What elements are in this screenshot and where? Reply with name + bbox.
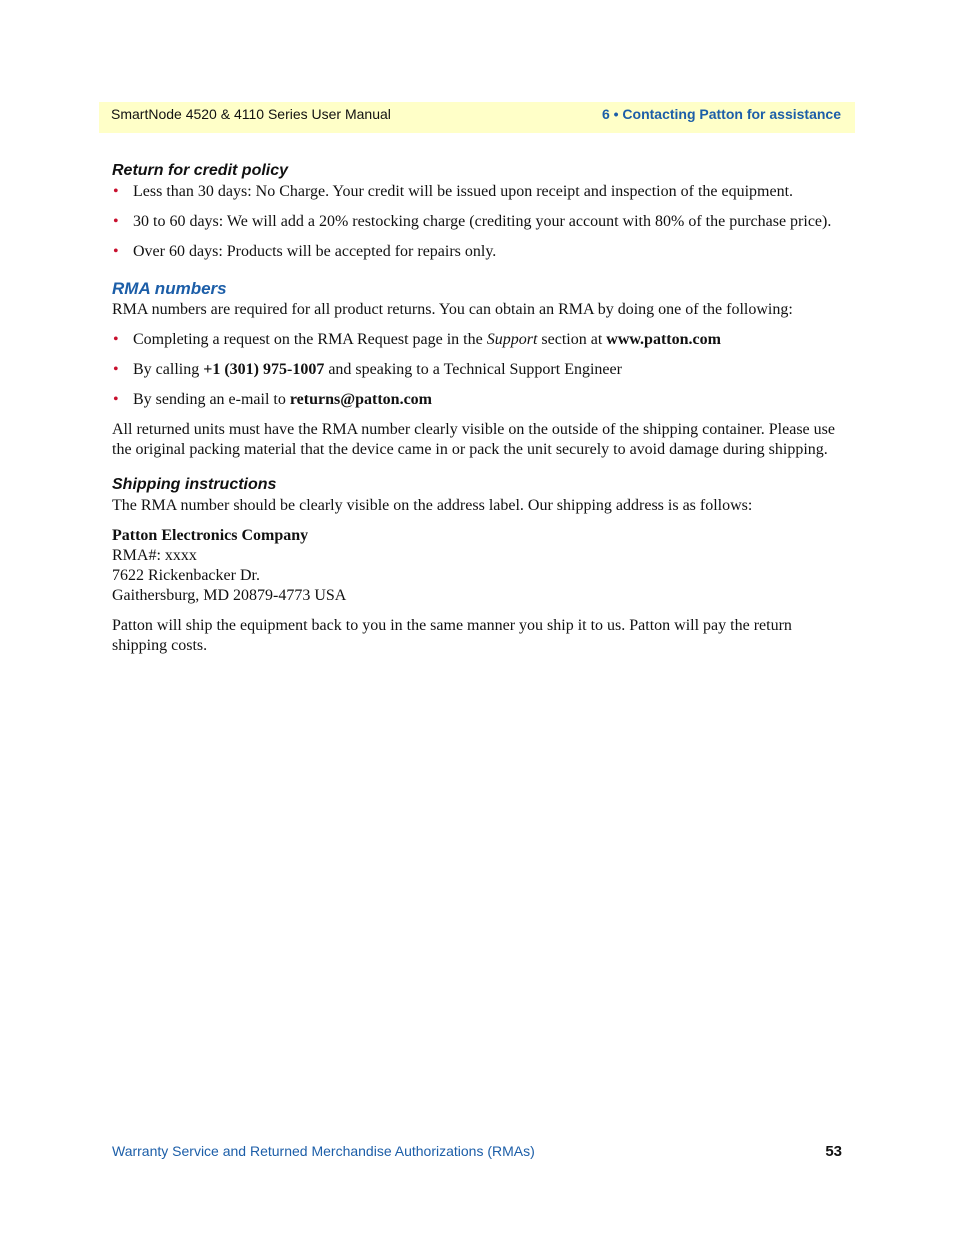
rma-numbers-heading: RMA numbers <box>112 279 227 298</box>
city-line: Gaithersburg, MD 20879-4773 USA <box>112 587 347 604</box>
shipping-address <box>112 526 844 606</box>
email-link[interactable]: returns@patton.com <box>289 391 432 408</box>
shipping-intro: The RMA number should be clearly visible on the address label. Our shipping address is as follows: <box>112 497 753 514</box>
list-item: • Less than 30 days: No Charge. Your credit will be issued upon receipt and inspection of the equipment. <box>112 182 844 202</box>
support-section-name: Support <box>486 331 538 348</box>
page-number: 53 <box>825 1143 842 1160</box>
return-policy-heading: Return for credit policy <box>112 162 289 179</box>
company-name: Patton Electronics Company <box>112 527 309 544</box>
shipping-heading: Shipping instructions <box>112 476 277 493</box>
rma-line: RMA#: xxxx <box>112 547 197 564</box>
item-text: Completing a request on the RMA Request page in the <box>133 331 487 348</box>
running-header <box>99 102 855 133</box>
footer-section-title: Warranty Service and Returned Merchandise Authorizations (RMAs) <box>112 1143 535 1159</box>
list-item: • Over 60 days: Products will be accepted for repairs only. <box>112 242 844 262</box>
manual-title: SmartNode 4520 & 4110 Series User Manual <box>111 106 391 122</box>
street-line: 7622 Rickenbacker Dr. <box>112 567 260 584</box>
list-item: • 30 to 60 days: We will add a 20% restocking charge (crediting your account with 80% of the purchase price). <box>112 212 844 232</box>
list-item <box>112 330 844 350</box>
rma-methods-list <box>112 330 844 410</box>
shipping-closing: Patton will ship the equipment back to you in the same manner you ship it to us. Patton will pay the return shipping costs. <box>112 617 792 654</box>
list-item <box>112 360 844 380</box>
list-item <box>112 390 844 410</box>
page-content <box>112 160 844 656</box>
item-text: and speaking to a Technical Support Engineer <box>324 361 622 378</box>
return-policy-list <box>112 182 844 262</box>
chapter-title: 6 • Contacting Patton for assistance <box>601 106 841 122</box>
item-text: section at <box>537 331 607 348</box>
website-link[interactable]: www.patton.com <box>606 331 721 348</box>
phone-number: +1 (301) 975-1007 <box>203 361 325 378</box>
item-text: By calling <box>133 361 204 378</box>
rma-intro: RMA numbers are required for all product returns. You can obtain an RMA by doing one of the following: <box>112 301 793 318</box>
item-text: By sending an e-mail to <box>133 391 290 408</box>
rma-note: All returned units must have the RMA number clearly visible on the outside of the shipping container. Please use the original packing material that the device came in or pack the unit securely to avoid damage during shipping. <box>112 421 835 458</box>
